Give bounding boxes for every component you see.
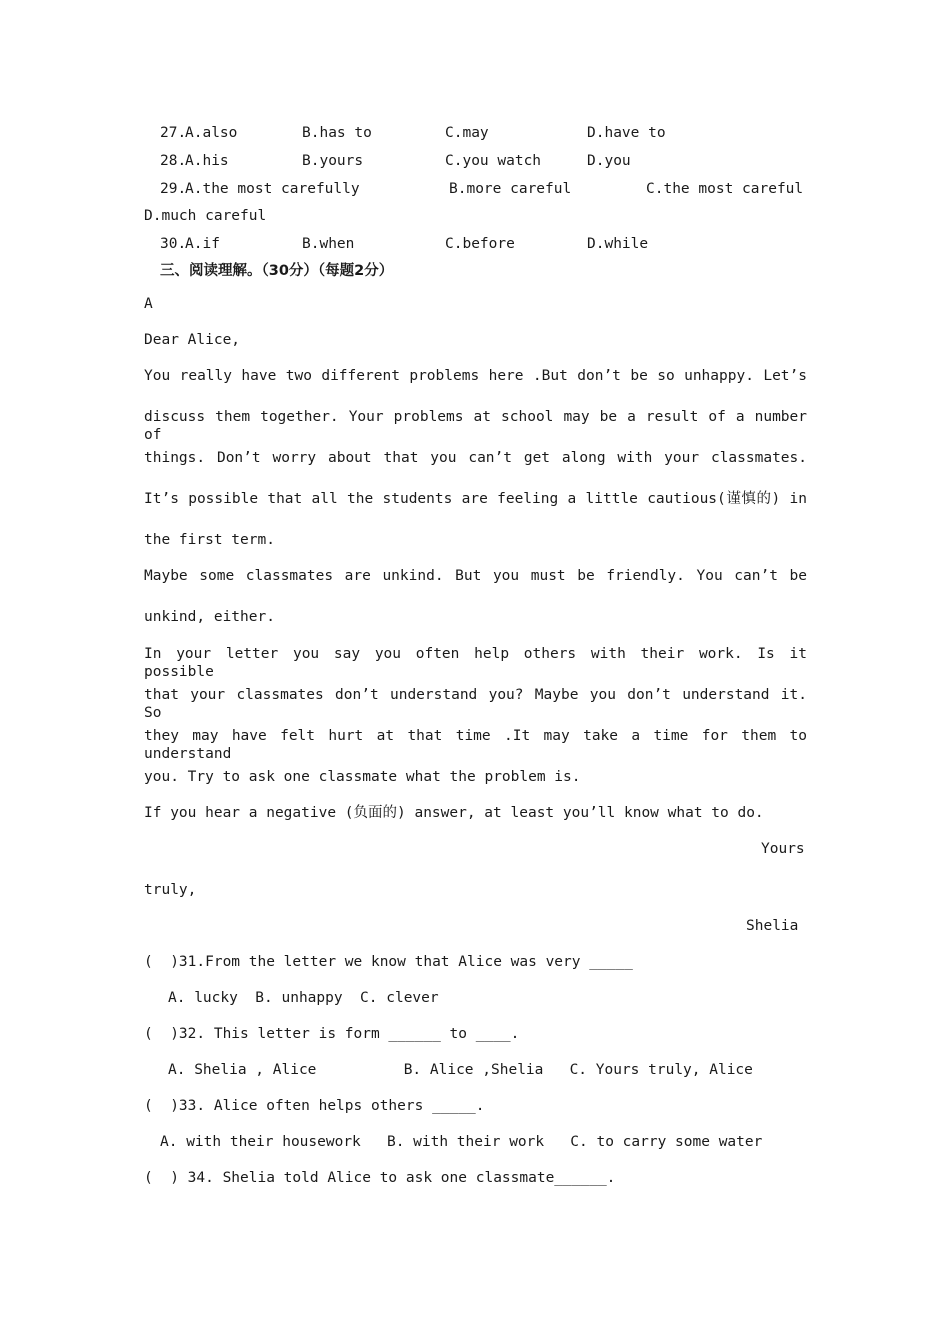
letter-line: things. Don’t worry about that you can’t get along with your classmates. xyxy=(144,450,807,466)
letter-line: discuss them together. Your problems at school may be a result of a number of xyxy=(144,409,807,443)
q27-number: 27. xyxy=(160,125,187,141)
q29-option-d: D.much careful xyxy=(144,208,267,224)
letter-line: It’s possible that all the students are feeling a little cautious(谨慎的) in xyxy=(144,491,807,507)
section-heading: 三、阅读理解。（30分）（每题2分） xyxy=(160,263,394,279)
q29-number: 29. xyxy=(160,181,187,197)
q30-option-c: C.before xyxy=(445,236,515,252)
q29-option-b: B.more careful xyxy=(449,181,572,197)
q30-option-d: D.while xyxy=(587,236,649,252)
question-34: ( ) 34. Shelia told Alice to ask one classmate______. xyxy=(144,1170,616,1186)
q27-option-a: A.also xyxy=(185,125,238,141)
letter-line: You really have two different problems here .But don’t be so unhappy. Let’s xyxy=(144,368,807,384)
passage-label: A xyxy=(144,296,153,312)
letter-closing: Yours xyxy=(761,841,805,857)
q28-option-d: D.you xyxy=(587,153,631,169)
question-33: ( )33. Alice often helps others _____. xyxy=(144,1098,485,1114)
question-31: ( )31.From the letter we know that Alice was very _____ xyxy=(144,954,633,970)
q29-option-c: C.the most careful xyxy=(646,181,804,197)
question-32: ( )32. This letter is form ______ to ____. xyxy=(144,1026,520,1042)
letter-line: the first term. xyxy=(144,532,275,548)
q28-option-a: A.his xyxy=(185,153,229,169)
q30-option-b: B.when xyxy=(302,236,355,252)
letter-line: Maybe some classmates are unkind. But you must be friendly. You can’t be xyxy=(144,568,807,584)
letter-greeting: Dear Alice, xyxy=(144,332,241,348)
question-31-options: A. lucky B. unhappy C. clever xyxy=(168,990,439,1006)
letter-signature: Shelia xyxy=(746,918,799,934)
q28-option-c: C.you watch xyxy=(445,153,542,169)
letter-line: unkind, either. xyxy=(144,609,275,625)
q27-option-c: C.may xyxy=(445,125,489,141)
q30-option-a: A.if xyxy=(185,236,220,252)
q28-option-b: B.yours xyxy=(302,153,364,169)
q30-number: 30. xyxy=(160,236,187,252)
letter-line: In your letter you say you often help others with their work. Is it possible xyxy=(144,646,807,680)
q27-option-d: D.have to xyxy=(587,125,666,141)
letter-closing-continued: truly, xyxy=(144,882,197,898)
q28-number: 28. xyxy=(160,153,187,169)
q27-option-b: B.has to xyxy=(302,125,372,141)
q29-option-a: A.the most carefully xyxy=(185,181,360,197)
question-33-options: A. with their housework B. with their work C. to carry some water xyxy=(160,1134,763,1150)
letter-line: If you hear a negative (负面的) answer, at least you’ll know what to do. xyxy=(144,805,764,821)
letter-line: you. Try to ask one classmate what the problem is. xyxy=(144,769,581,785)
letter-line: that your classmates don’t understand you? Maybe you don’t understand it. So xyxy=(144,687,807,721)
letter-line: they may have felt hurt at that time .It may take a time for them to understand xyxy=(144,728,807,762)
question-32-options: A. Shelia , Alice B. Alice ,Shelia C. Yours truly, Alice xyxy=(168,1062,753,1078)
